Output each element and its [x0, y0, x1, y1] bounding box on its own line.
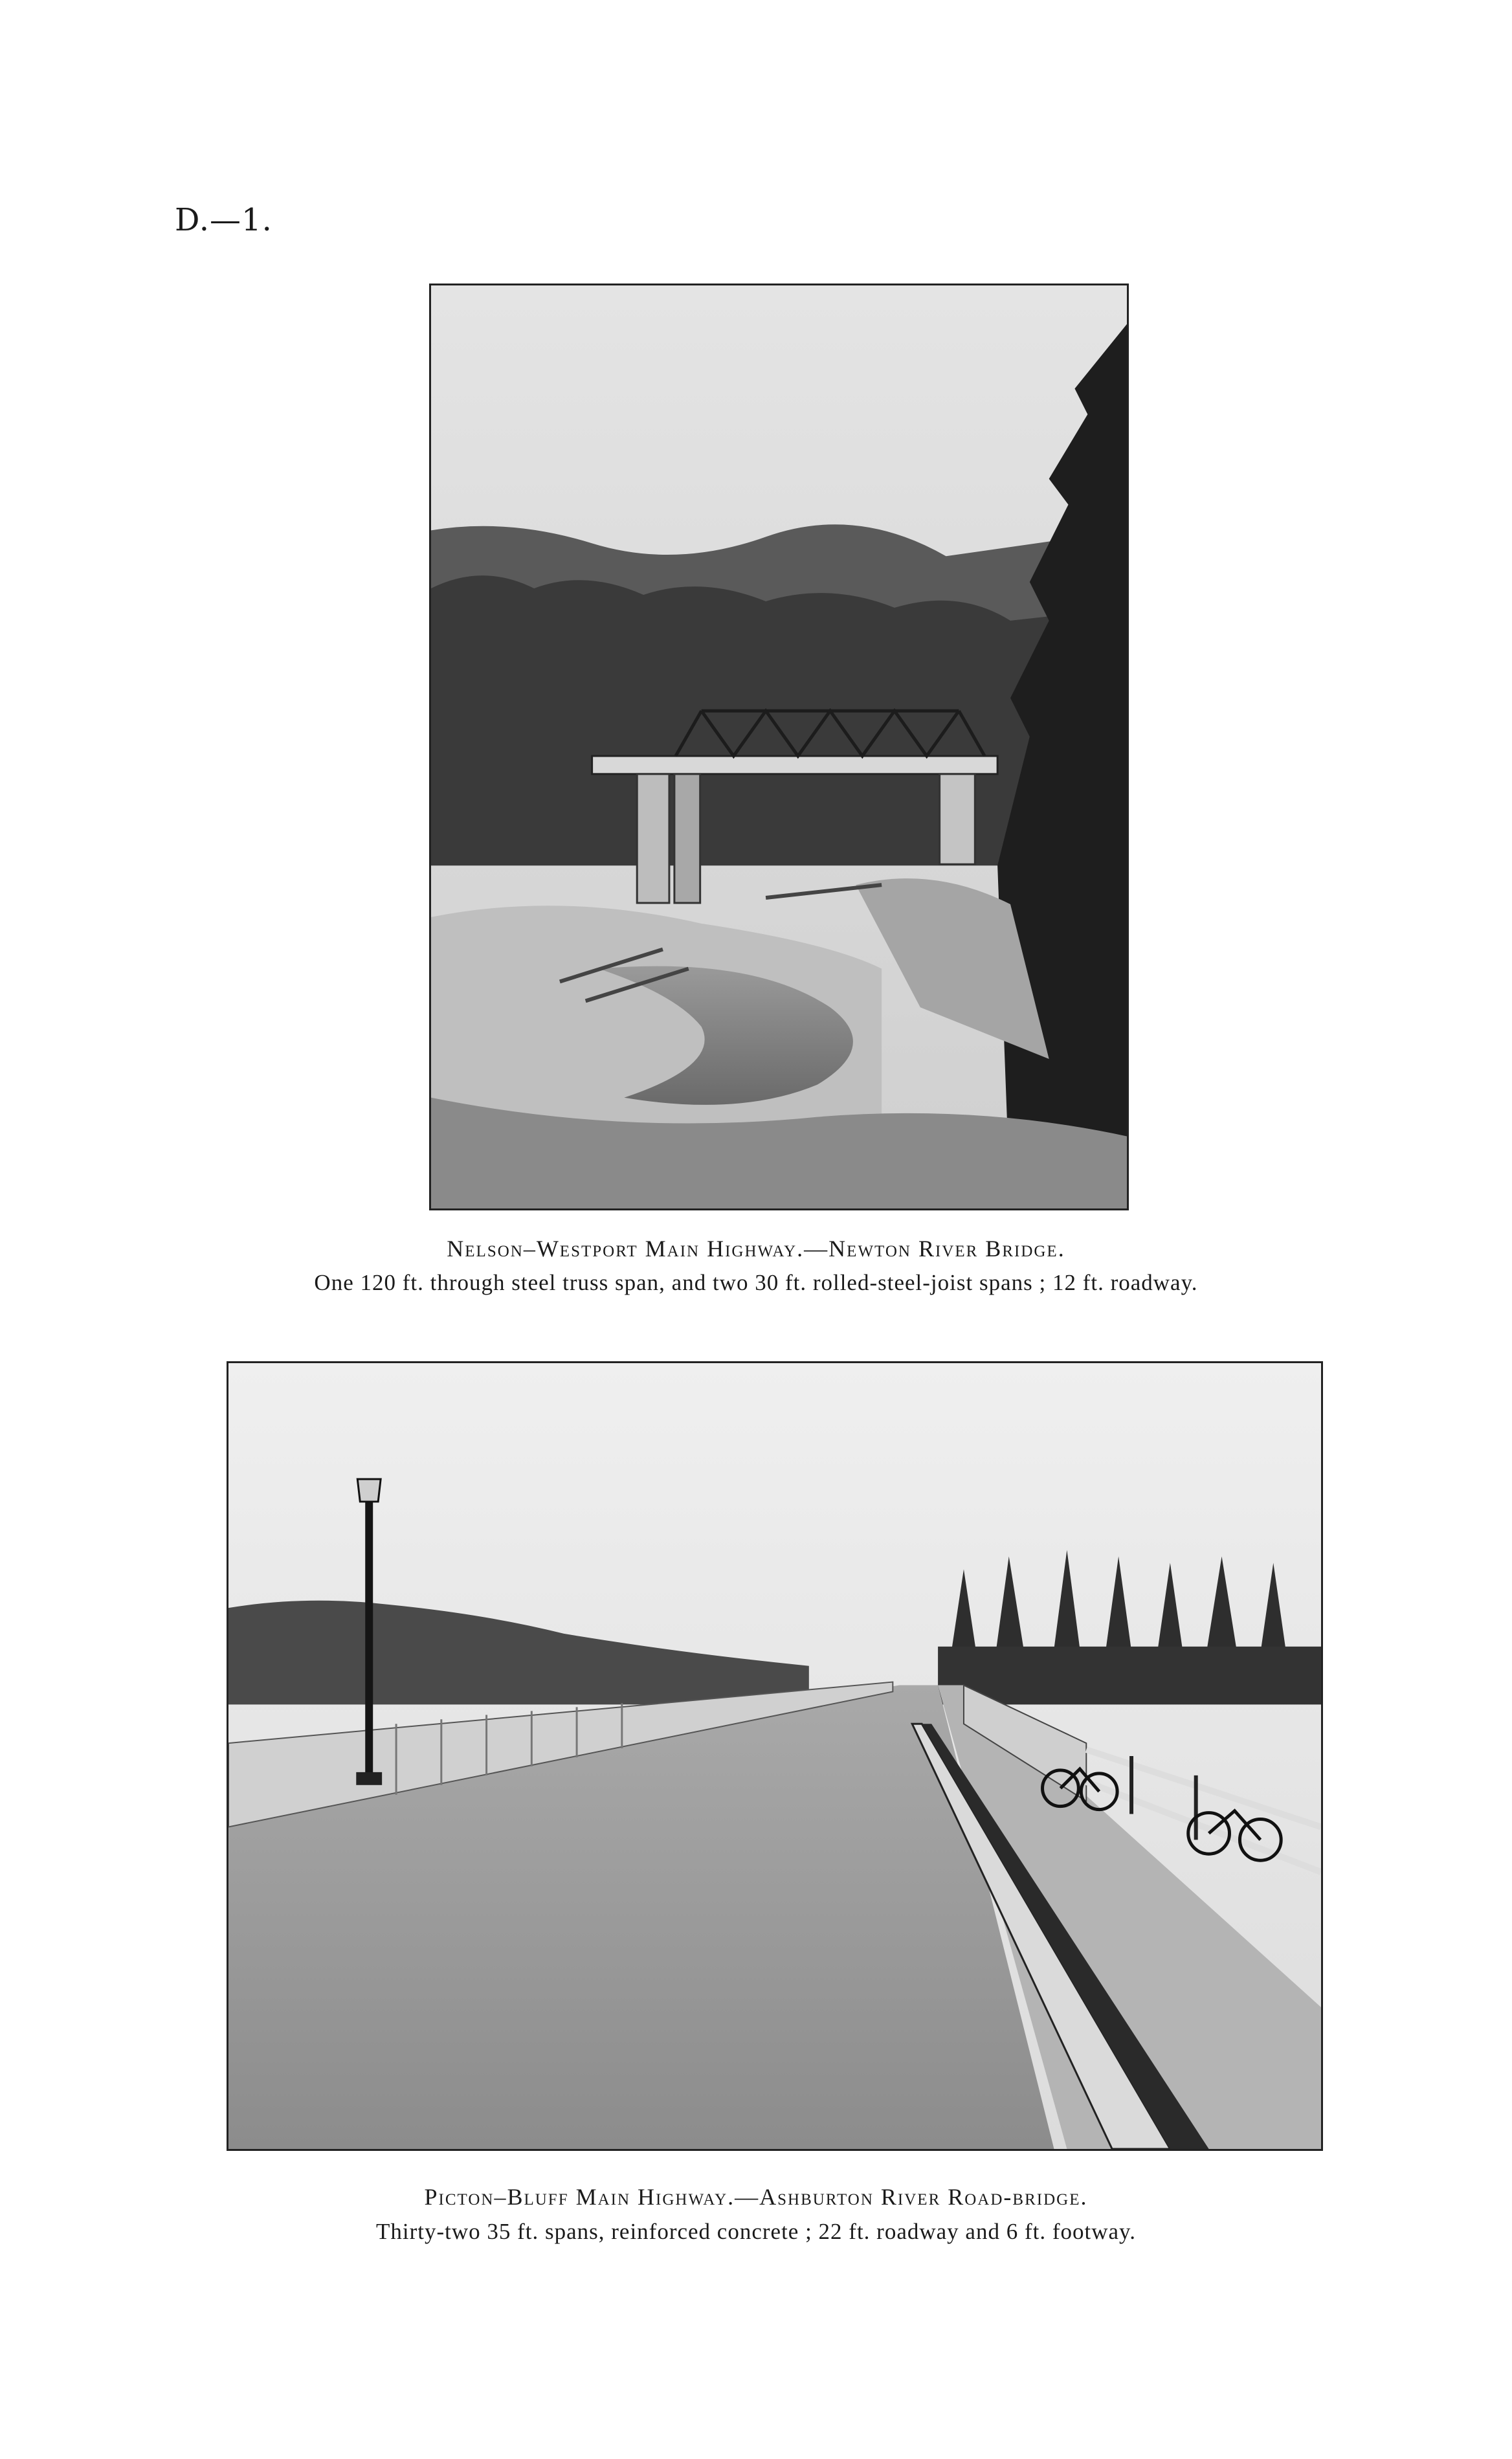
photo-newton-river-bridge	[429, 284, 1129, 1210]
page-reference: D.—1.	[175, 202, 272, 238]
photo-ashburton-river-bridge	[227, 1361, 1323, 2151]
figure-2-title: Picton–Bluff Main Highway.—Ashburton River Road-bridge.	[424, 2184, 1088, 2210]
figure-2-description: Thirty-two 35 ft. spans, reinforced concrete ; 22 ft. roadway and 6 ft. footway.	[375, 2219, 1137, 2244]
figure-1-description: One 120 ft. through steel truss span, and two 30 ft. rolled-steel-joist spans ; 12 ft. roadway.	[314, 1270, 1198, 1295]
figure-1-title: Nelson–Westport Main Highway.—Newton River Bridge.	[447, 1236, 1065, 1262]
